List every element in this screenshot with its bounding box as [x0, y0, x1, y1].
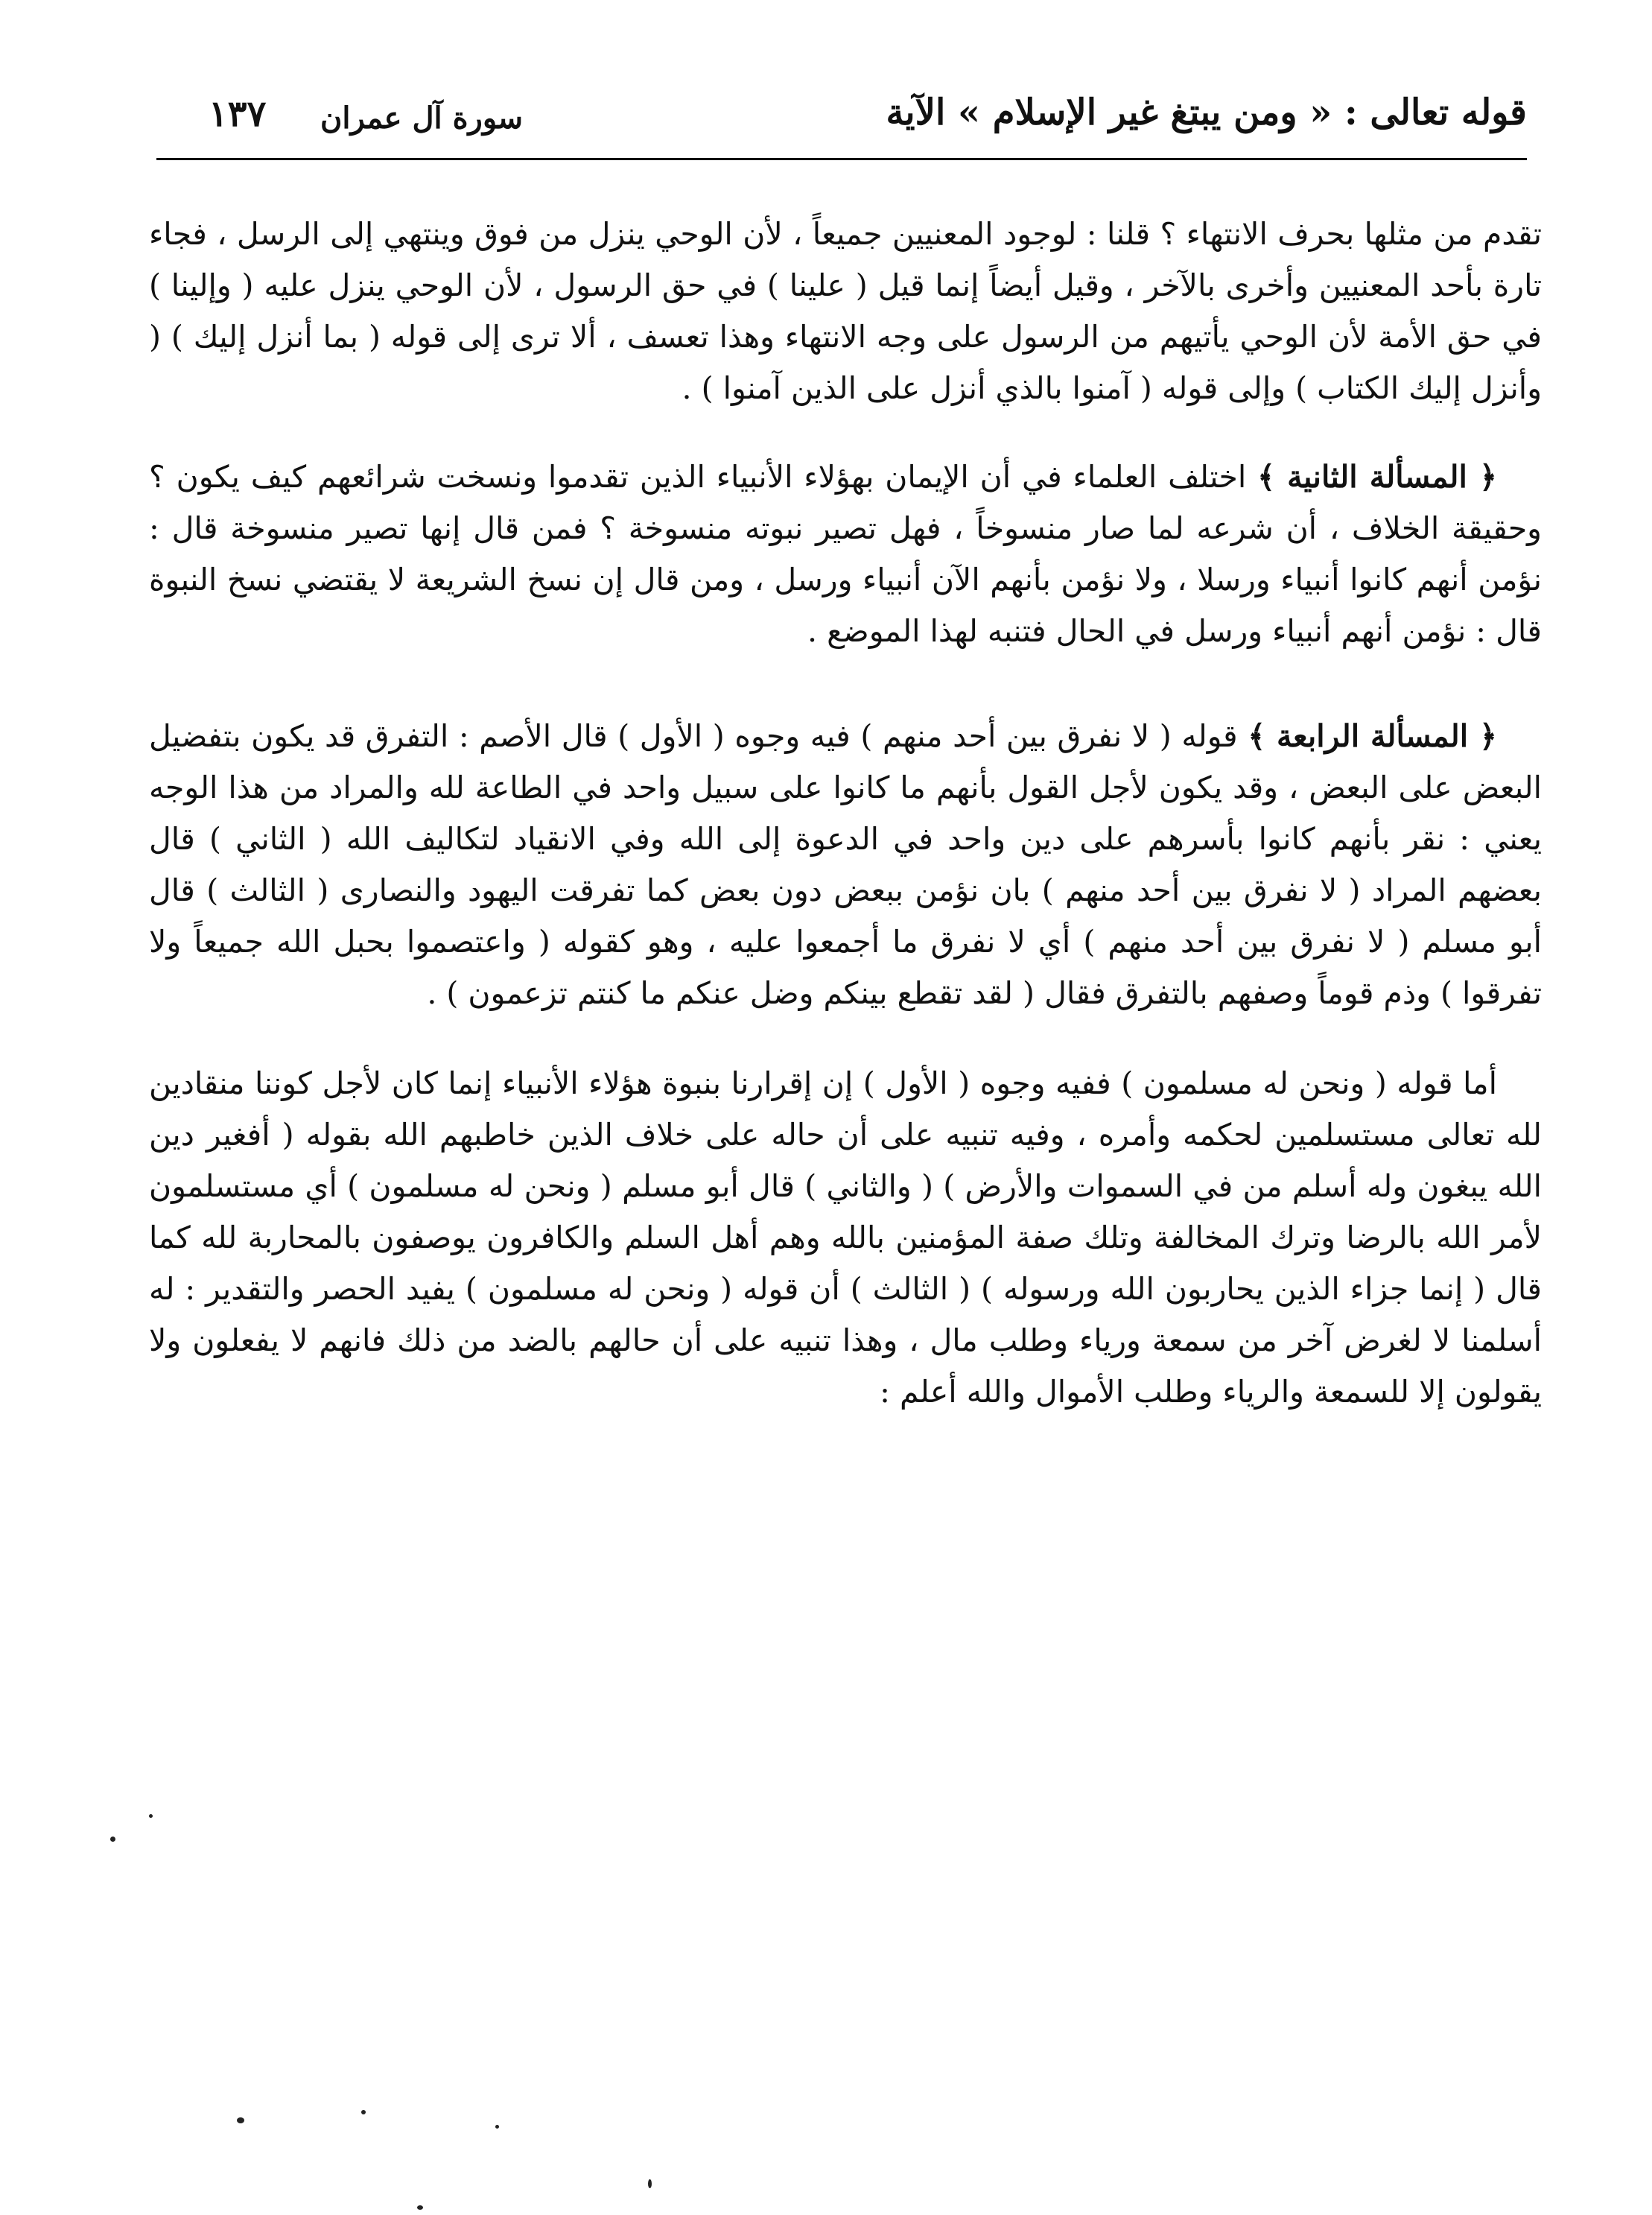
scan-speck [237, 2117, 244, 2123]
section-heading-4: ﴿ المسألة الرابعة ﴾ [1248, 718, 1497, 754]
running-header-title: قوله تعالى : « ومن يبتغ غير الإسلام » الآية [886, 92, 1527, 133]
paragraph-1 [149, 209, 1542, 414]
body-text [149, 209, 1542, 1457]
scan-speck [149, 1814, 153, 1818]
paragraph-3-text: قوله ( لا نفرق بين أحد منهم ) فيه وجوه ( الأول ) قال الأصم : التفرق قد يكون بتفضيل البعض على البعض ، وقد يكون لأجل القول بأنهم ما كانوا على سبيل واحد في الطاعة لله والمراد من هذا الوجه يعني : نقر بأنهم كانوا بأسرهم على دين واحد في الدعوة إلى الله وفي الانقياد لتكاليف الله ( الثاني ) قال بعضهم المراد ( لا نفرق بين أحد منهم ) بان نؤمن ببعض دون بعض كما تفرقت اليهود والنصارى ( الثالث ) قال أبو مسلم ( لا نفرق بين أحد منهم ) أي لا نفرق ما أجمعوا عليه ، وهو كقوله ( واعتصموا بحبل الله جميعاً ولا تفرقوا ) وذم قوماً وصفهم بالتفرق فقال ( لقد تقطع بينكم وضل عنكم ما كنتم تزعمون ) . [149, 718, 1542, 1011]
paragraph-3 [149, 711, 1542, 1019]
paragraph-4 [149, 1058, 1542, 1418]
paragraph-2-text: اختلف العلماء في أن الإيمان بهؤلاء الأنبياء الذين تقدموا ونسخت شرائعهم كيف يكون ؟ وحقيقة الخلاف ، أن شرعه لما صار منسوخاً ، فهل تصير نبوته منسوخة ؟ فمن قال إنها تصير منسوخة قال : نؤمن أنهم كانوا أنبياء ورسلا ، ولا نؤمن بأنهم الآن أنبياء ورسل ، ومن قال إن نسخ الشريعة لا يقتضي نسخ النبوة قال : نؤمن أنهم أنبياء ورسل في الحال فتنبه لهذا الموضع . [149, 459, 1542, 649]
paragraph-4-text: أما قوله ( ونحن له مسلمون ) ففيه وجوه ( الأول ) إن إقرارنا بنبوة هؤلاء الأنبياء إنما كان لأجل كوننا منقادين لله تعالى مستسلمين لحكمه وأمره ، وفيه تنبيه على أن حاله على خلاف الذين خاطبهم الله بقوله ( أفغير دين الله يبغون وله أسلم من في السموات والأرض ) ( والثاني ) قال أبو مسلم ( ونحن له مسلمون ) أي مستسلمون لأمر الله بالرضا وترك المخالفة وتلك صفة المؤمنين بالله وهم أهل السلم والكافرون يوصفون بالمحاربة لله كما قال ( إنما جزاء الذين يحاربون الله ورسوله ) ( الثالث ) أن قوله ( ونحن له مسلمون ) يفيد الحصر والتقدير : له أسلمنا لا لغرض آخر من سمعة ورياء وطلب مال ، وهذا تنبيه على أن حالهم بالضد من ذلك فانهم لا يفعلون ولا يقولون إلا للسمعة والرياء وطلب الأموال والله أعلم : [149, 1065, 1543, 1410]
scan-speck [495, 2125, 499, 2129]
running-header-surah: سورة آل عمران [320, 101, 524, 136]
header-rule [156, 158, 1527, 160]
page-number: ١٣٧ [209, 93, 267, 135]
scan-speck [110, 1837, 115, 1842]
scan-speck [648, 2179, 652, 2188]
section-heading-2: ﴿ المسألة الثانية ﴾ [1257, 459, 1497, 495]
running-header [156, 71, 1527, 153]
paragraph-2 [149, 451, 1542, 657]
scan-speck [361, 2110, 366, 2114]
paragraph-1-text: تقدم من مثلها بحرف الانتهاء ؟ قلنا : لوجود المعنيين جميعاً ، لأن الوحي ينزل من فوق وينتهي إلى الرسل ، فجاء تارة بأحد المعنيين وأخرى بالآخر ، وقيل أيضاً إنما قيل ( علينا ) في حق الرسول ، لأن الوحي ينزل عليه ( وإلينا ) في حق الأمة لأن الوحي يأتيهم من الرسول على وجه الانتهاء وهذا تعسف ، ألا ترى إلى قوله ( بما أنزل إليك ) ( وأنزل إليك الكتاب ) وإلى قوله ( آمنوا بالذي أنزل على الذين آمنوا ) . [149, 216, 1542, 406]
scan-speck [417, 2205, 423, 2210]
